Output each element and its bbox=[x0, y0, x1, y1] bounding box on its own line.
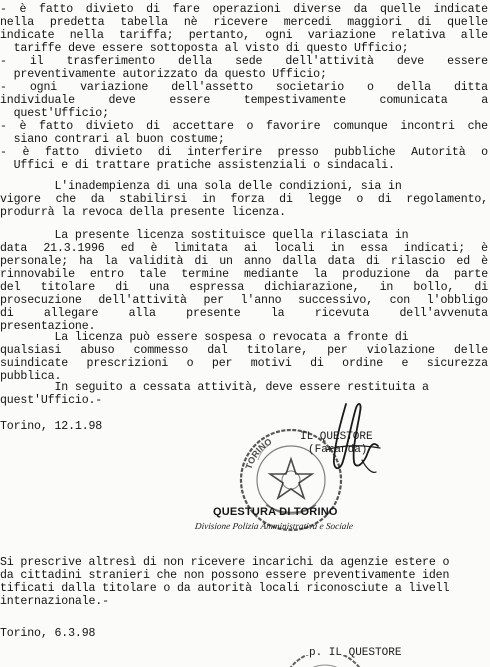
paragraph-line: La licenza può essere sospesa o revocata a fronte di bbox=[0, 331, 409, 344]
condition-line: - è fatto divieto di accettare o favorire comunque incontri che bbox=[0, 120, 488, 133]
paragraph-line: pubblica. bbox=[0, 370, 62, 383]
paragraph-line: In seguito a cessata attività, deve essere restituita a bbox=[0, 381, 429, 394]
condition-line: - è fatto divieto di interferire presso pubbliche Autorità o bbox=[0, 146, 488, 159]
addendum-line: tificati dalla titolare o da autorità locali riconosciute a livell bbox=[0, 582, 450, 595]
official-seal-partial bbox=[275, 655, 375, 667]
condition-line: quest'Ufficio; bbox=[0, 107, 109, 120]
office-division: Divisione Polizia Amministrativa e Sociale bbox=[194, 521, 354, 531]
paragraph-line: qualsiasi abuso commesso dal titolare, per violazione delle bbox=[0, 344, 488, 357]
addendum-line: da cittadini stranieri che non possono essere preventivamente iden bbox=[0, 569, 450, 582]
paragraph-line: prosecuzione dell'attività per l'anno successivo, con l'obbligo bbox=[0, 294, 488, 307]
condition-line: - è fatto divieto di fare operazioni diverse da quelle indicate bbox=[0, 3, 488, 16]
condition-line: - ogni variazione dell'assetto societario o della ditta bbox=[0, 81, 488, 94]
paragraph-line: presentazione. bbox=[0, 320, 96, 333]
place-date: Torino, 12.1.98 bbox=[0, 420, 103, 433]
addendum-line: internazionale.- bbox=[0, 595, 109, 608]
paragraph-line: del titolare di una espressa dichiarazione, in bollo, di bbox=[0, 281, 488, 294]
paragraph-line: L'inadempienza di una sola delle condizioni, sia in bbox=[0, 180, 402, 193]
paragraph-line: quest'Ufficio.- bbox=[0, 394, 103, 407]
paragraph-line: personale; ha la validità di un anno dalla data di rilascio ed è bbox=[0, 255, 488, 268]
office-name: QUESTURA DI TORINO bbox=[213, 506, 338, 518]
svg-text:TORINO: TORINO bbox=[243, 436, 274, 471]
condition-line: individuale deve essere tempestivamente comunicata a bbox=[0, 94, 488, 107]
signer-title: p. IL QUESTORE bbox=[309, 647, 402, 659]
condition-line: indicate nella tariffa; pertanto, ogni variazione relativa alle bbox=[0, 29, 488, 42]
paragraph-line: rinnovabile entro tale termine mediante la produzione da parte bbox=[0, 268, 488, 281]
condition-line: - il trasferimento della sede dell'attività deve essere bbox=[0, 55, 488, 68]
condition-line: nella predetta tabella nè ricevere mercedi maggiori di quelle bbox=[0, 16, 488, 29]
addendum-line: Si prescrive altresì di non ricevere incarichi da agenzie estere o bbox=[0, 556, 450, 569]
signer-title: IL QUESTORE bbox=[300, 431, 373, 443]
signer-name: (Faranda) bbox=[308, 444, 368, 456]
condition-line: tariffe deve essere sottoposta al visto di questo Ufficio; bbox=[0, 42, 409, 55]
paragraph-line: data 21.3.1996 ed è limitata ai locali in essa indicati; è bbox=[0, 242, 488, 255]
paragraph-line: vigore che da stabilirsi in forza di legge o di regolamento, bbox=[0, 193, 488, 206]
paragraph-line: produrrà la revoca della presente licenza. bbox=[0, 206, 286, 219]
seal-icon bbox=[275, 655, 375, 667]
place-date: Torino, 6.3.98 bbox=[0, 627, 96, 640]
condition-line: Uffici e di trattare pratiche assistenziali o sindacali. bbox=[0, 159, 395, 172]
condition-line: preventivamente autorizzato da questo Ufficio; bbox=[0, 68, 327, 81]
paragraph-line: La presente licenza sostituisce quella rilasciata in bbox=[0, 229, 409, 242]
paragraph-line: suindicate prescrizioni o per motivi di ordine e sicurezza bbox=[0, 357, 488, 370]
condition-line: siano contrari al buon costume; bbox=[0, 133, 225, 146]
signature-icon bbox=[316, 398, 386, 480]
paragraph-line: di allegare alla presente la ricevuta dell'avvenuta bbox=[0, 307, 488, 320]
